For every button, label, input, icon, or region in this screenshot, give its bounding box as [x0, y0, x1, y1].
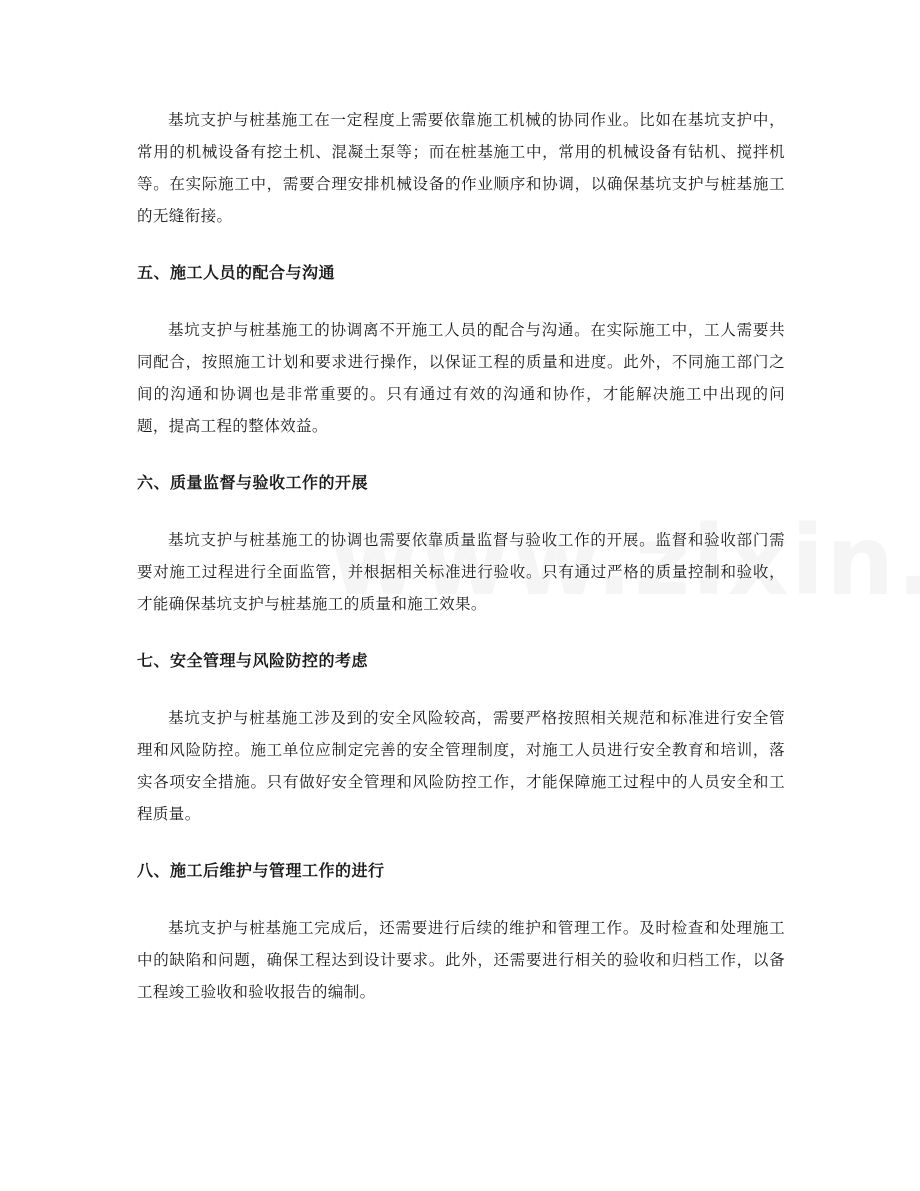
paragraph-section-6: 基坑支护与桩基施工的协调也需要依靠质量监督与验收工作的开展。监督和验收部门需要对施工过程进行全面监管，并根据相关标准进行验收。只有通过严格的质量控制和验收，才能确保基坑支护与桩基施工的质量和施工效果。: [137, 531, 785, 613]
paragraph-section-5: 基坑支护与桩基施工的协调离不开施工人员的配合与沟通。在实际施工中，工人需要共同配合，按照施工计划和要求进行操作，以保证工程的质量和进度。此外，不同施工部门之间的沟通和协调也是非常重要的。只有通过有效的沟通和协作，才能解决施工中出现的问题，提高工程的整体效益。: [137, 321, 785, 435]
paragraph-section-8: 基坑支护与桩基施工完成后，还需要进行后续的维护和管理工作。及时检查和处理施工中的缺陷和问题，确保工程达到设计要求。此外，还需要进行相关的验收和归档工作，以备工程竣工验收和验收报告的编制。: [137, 919, 785, 1001]
heading-section-7: 七、安全管理与风险防控的考虑: [137, 651, 369, 670]
heading-section-5: 五、施工人员的配合与沟通: [137, 263, 336, 282]
document-body: [137, 104, 785, 1008]
paragraph-section-7: 基坑支护与桩基施工涉及到的安全风险较高，需要严格按照相关规范和标准进行安全管理和风险防控。施工单位应制定完善的安全管理制度，对施工人员进行安全教育和培训，落实各项安全措施。只有做好安全管理和风险防控工作，才能保障施工过程中的人员安全和工程质量。: [137, 709, 785, 823]
heading-section-8: 八、施工后维护与管理工作的进行: [137, 861, 385, 880]
paragraph-machinery: 基坑支护与桩基施工在一定程度上需要依靠施工机械的协同作业。比如在基坑支护中，常用的机械设备有挖土机、混凝土泵等；而在桩基施工中，常用的机械设备有钻机、搅拌机等。在实际施工中，需要合理安排机械设备的作业顺序和协调，以确保基坑支护与桩基施工的无缝衔接。: [137, 111, 785, 225]
heading-section-6: 六、质量监督与验收工作的开展: [137, 473, 369, 492]
